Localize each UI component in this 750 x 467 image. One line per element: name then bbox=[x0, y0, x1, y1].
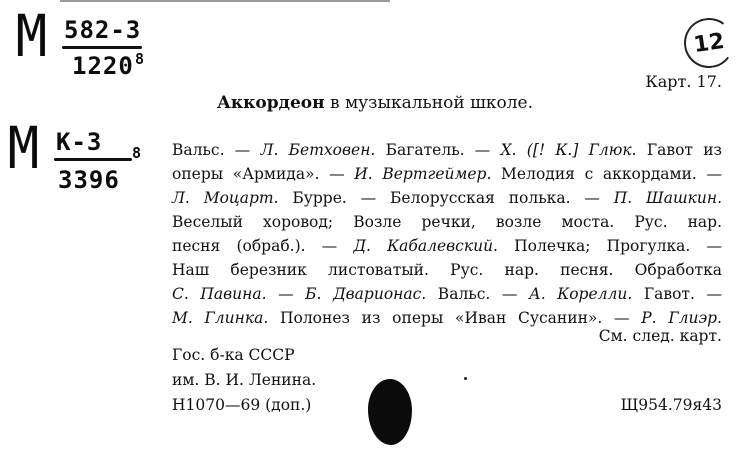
title-subtitle: в музыкальной школе. bbox=[324, 93, 534, 113]
title-main: Аккордеон bbox=[217, 93, 325, 113]
contents-line bbox=[172, 186, 722, 210]
contents-text: Вальс. — bbox=[426, 285, 529, 303]
composer-name: Р. Глиэр. bbox=[641, 309, 722, 327]
circled-number: 12 bbox=[681, 15, 737, 71]
library-line-1: Гос. б-ка СССР bbox=[172, 346, 295, 364]
ink-speck bbox=[464, 377, 467, 380]
shelf-mark-upper-line2: 1220 bbox=[72, 52, 134, 80]
composer-name: С. Павина. bbox=[172, 285, 267, 303]
shelf-mark-upper-sup: 8 bbox=[135, 50, 146, 68]
catalog-number: Щ954.79я43 bbox=[620, 396, 722, 414]
contents-text: Бурре. — Белорусская полька. — bbox=[278, 189, 614, 207]
contents-text: Гавот. — bbox=[632, 285, 723, 303]
see-next-card: См. след. карт. bbox=[598, 327, 722, 345]
contents-line bbox=[172, 282, 722, 306]
composer-name: Л. Моцарт. bbox=[172, 189, 279, 207]
composer-name: А. Корелли. bbox=[528, 285, 633, 303]
contents-text: оперы «Армида». — bbox=[172, 165, 355, 183]
contents-line bbox=[172, 162, 722, 186]
composer-name: Х. ([! К.] Глюк. bbox=[500, 141, 637, 159]
contents-text: Наш березник листоватый. Рус. нар. песня. Обработка bbox=[172, 261, 722, 279]
shelf-mark-upper-letter: М bbox=[15, 2, 49, 70]
contents-text: — bbox=[266, 285, 306, 303]
shelf-mark-upper-line1: 582-3 bbox=[64, 16, 142, 44]
contents-text: Полонез из оперы «Иван Сусанин». — bbox=[268, 309, 642, 327]
contents-text: Полечка; Прогулка. — bbox=[497, 237, 722, 255]
contents-text: песня (обраб.). — bbox=[172, 237, 354, 255]
punch-hole bbox=[368, 379, 412, 445]
composer-name: П. Шашкин. bbox=[613, 189, 722, 207]
composer-name: Л. Бетховен. bbox=[260, 141, 376, 159]
contents-text: Гавот из bbox=[636, 141, 723, 159]
shelf-mark-lower-sup: 8 bbox=[132, 144, 143, 162]
contents-text: Багатель. — bbox=[375, 141, 501, 159]
contents-text: Вальс. — bbox=[172, 141, 261, 159]
library-line-2: им. В. И. Ленина. bbox=[172, 371, 317, 389]
contents-text: Мелодия с аккордами. — bbox=[491, 165, 723, 183]
contents-line bbox=[172, 258, 722, 282]
composer-name: М. Глинка. bbox=[172, 309, 269, 327]
shelf-mark-lower-rule bbox=[54, 158, 132, 161]
shelf-mark-lower-line1: К-3 bbox=[56, 128, 103, 156]
library-line-3: Н1070—69 (доп.) bbox=[172, 396, 312, 414]
card-number: Карт. 17. bbox=[645, 72, 722, 91]
contents-line bbox=[172, 234, 722, 258]
card-edge-line bbox=[60, 0, 390, 2]
contents-line bbox=[172, 210, 722, 234]
shelf-mark-upper-rule bbox=[62, 46, 142, 49]
composer-name: И. Вертгеймер. bbox=[354, 165, 492, 183]
contents-line bbox=[172, 138, 722, 162]
shelf-mark-lower-line2: 3396 bbox=[58, 166, 120, 194]
shelf-mark-lower-letter: М bbox=[7, 114, 41, 182]
composer-name: Б. Дварионас. bbox=[305, 285, 427, 303]
contents-text: Веселый хоровод; Возле речки, возле моста. Рус. нар. bbox=[172, 213, 722, 231]
composer-name: Д. Кабалевский. bbox=[353, 237, 498, 255]
card-title bbox=[217, 93, 533, 113]
